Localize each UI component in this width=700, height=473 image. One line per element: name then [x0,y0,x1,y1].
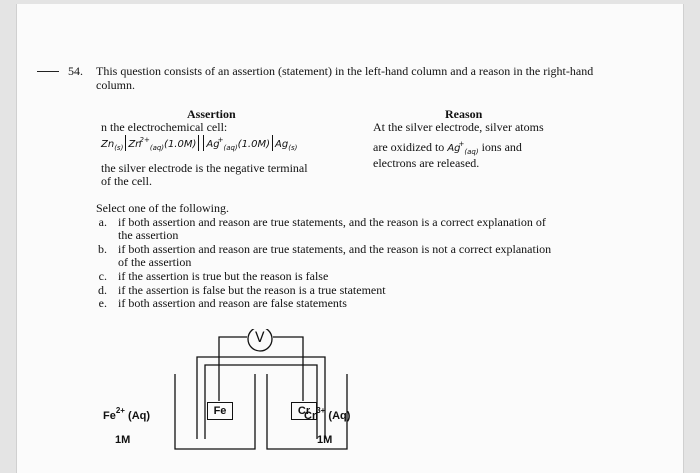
option-b-letter: b. [98,242,107,256]
option-e-line1[interactable]: if both assertion and reason are false statements [118,296,347,310]
question-intro-line2: column. [96,78,135,92]
question-number: 54. [68,64,83,78]
assertion-cell-notation: $Zn_{(s)}$ $Zn^{2+}_{(aq)}(1.0M)$ $Ag^+_{(aq)}(1.0M)$ $Ag_{(s)}$ [101,136,298,152]
worksheet-page [16,4,684,473]
left-wire [219,337,247,401]
option-c-letter: c. [98,269,107,283]
reason-heading: Reason [445,107,483,121]
fe-electrode: Fe [207,402,233,420]
reason-line3: electrons are released. [373,156,480,170]
option-c-line1[interactable]: if the assertion is true but the reason is false [118,269,329,283]
salt-bridge-outer [197,357,325,439]
option-b-line2[interactable]: of the assertion [118,255,192,269]
assertion-line1: n the electrochemical cell: [101,120,228,134]
select-prompt: Select one of the following. [96,201,229,215]
reason-line1: At the silver electrode, silver atoms [373,120,544,134]
cell-diagram [167,329,417,469]
right-concentration: 1M [317,434,333,446]
right-solution-label: $Cr^{3+}$ (Aq) [304,406,351,422]
question-intro-line1: This question consists of an assertion (statement) in the left-hand column and a reason in the right-hand [96,64,594,78]
right-wire [273,337,303,401]
answer-blank[interactable] [37,71,59,72]
cr-electrode: Cr [291,402,317,420]
assertion-line2: the silver electrode is the negative terminal [101,161,308,175]
option-d-line1[interactable]: if the assertion is false but the reason is a true statement [118,283,386,297]
option-d-letter: d. [98,283,107,297]
option-a-letter: a. [98,215,107,229]
option-a-line2[interactable]: the assertion [118,228,179,242]
cell-diagram-drawing [167,329,417,469]
option-e-letter: e. [98,296,107,310]
left-concentration: 1M [115,434,131,446]
assertion-heading: Assertion [187,107,236,121]
left-solution-label: $Fe^{2+}$ (Aq) [103,406,151,422]
reason-line2: are oxidized to $Ag^+_{(aq)}$ ions and [373,140,522,156]
assertion-line3: of the cell. [101,174,152,188]
option-a-line1[interactable]: if both assertion and reason are true statements, and the reason is a correct explanation of [118,215,546,229]
voltmeter-label: V [255,330,265,346]
option-b-line1[interactable]: if both assertion and reason are true statements, and the reason is not a correct explanation [118,242,552,256]
